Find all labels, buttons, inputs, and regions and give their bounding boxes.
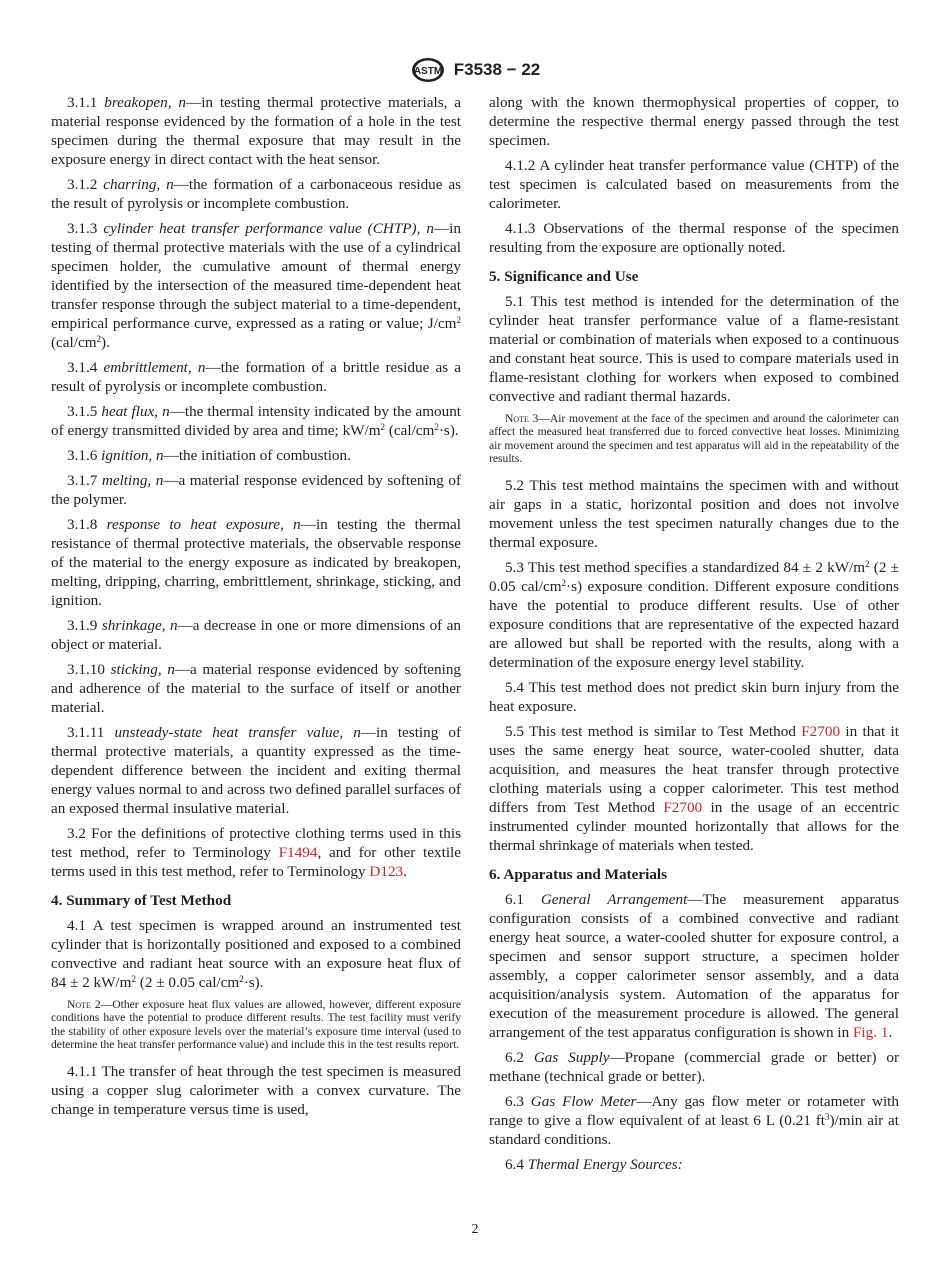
paragraph-3-2: 3.2 For the definitions of protective clothing terms used in this test method, refer to Terminology F1494, and for other textile terms used in this test method, refer to Terminology D123. xyxy=(51,825,462,880)
paragraph-5-1: 5.1 This test method is intended for the determination of the cylinder heat transfer performance value of a flame-resistant material or combination of materials when exposed to a continuous and constant heat source. This is used to compare materials used in flame-resistant clothing for workers when exposed to combined convective and radiant thermal hazards. xyxy=(489,293,899,405)
paragraph-3-1-2: 3.1.2 charring, n—the formation of a carbonaceous residue as the result of pyrolysis or incomplete combustion. xyxy=(51,176,462,212)
paragraph-3-1-4: 3.1.4 embrittlement, n—the formation of a brittle residue as a result of pyrolysis or incomplete combustion. xyxy=(51,359,462,395)
left-column xyxy=(51,93,461,1125)
page-number: 2 xyxy=(471,1222,479,1237)
paragraph-3-1-7: 3.1.7 melting, n—a material response evidenced by softening of the polymer. xyxy=(51,472,461,508)
paragraph-4-1: 4.1 A test specimen is wrapped around an instrumented test cylinder that is horizontally positioned and exposed to a combined convective and radiant heat source with an exposure heat flux of 84 ± 2 $kW/m^2$ (2 ± 0.05 cal/$cm^2\cdot s$). xyxy=(51,917,461,991)
paragraph-5-3: 5.3 This test method specifies a standardized 84 ± 2 $kW/m^2$ (2 ± 0.05 cal/$cm^2\cdot s$) exposure condition. Different exposure conditions have the potential to produce different results. Use of other exposure conditions that are representative of the expected hazard are allowed but shall be reported with the results, along with a determination of the exposure energy level stability. xyxy=(489,558,899,671)
section-4-heading: 4. Summary of Test Method xyxy=(51,892,232,909)
section-6-heading: 6. Apparatus and Materials xyxy=(489,865,668,883)
paragraph-4-1-3: 4.1.3 Observations of the thermal response of the specimen resulting from the exposure are optionally noted. xyxy=(489,220,899,256)
paragraph-3-1-9: 3.1.9 shrinkage, n—a decrease in one or more dimensions of an object or material. xyxy=(51,617,462,653)
paragraph-3-1-11: 3.1.11 unsteady-state heat transfer value, n—in testing of thermal protective materials, a quantity expressed as the time-dependent difference between the incident and exiting thermal energy values normal to and across two defined parallel surfaces of an exposed thermal insulative material. xyxy=(51,724,461,817)
link-d123[interactable]: D123 xyxy=(369,863,404,880)
link-f1494[interactable]: F1494 xyxy=(278,844,318,861)
paragraph-4-1-2: 4.1.2 A cylinder heat transfer performance value (CHTP) of the test specimen is calculated based on measurements from the calorimeter. xyxy=(489,157,899,212)
paragraph-6-4: 6.4 Thermal Energy Sources: xyxy=(505,1155,683,1173)
paragraph-6-3: 6.3 Gas Flow Meter—Any gas flow meter or rotameter with range to give a flow equivalent of at least 6 L (0.21 $ft^3)/\min$ air at standard conditions. xyxy=(489,1092,899,1148)
note-3: Note 3—Air movement at the face of the specimen and around the calorimeter can affect the measured heat transferred due to forced convective heat losses. Minimizing air movement around the specimen and test apparatus will aid in the repeatability of the results. xyxy=(489,412,899,466)
paragraph-3-1-10: 3.1.10 sticking, n—a material response evidenced by softening and adherence of the material to the surface of itself or another material. xyxy=(51,661,462,716)
paragraph-4-1-1: 4.1.1 The transfer of heat through the test specimen is measured using a copper slug calorimeter with a convex curvature. The change in temperature versus time is used, xyxy=(51,1062,461,1118)
right-column xyxy=(489,93,899,1180)
paragraph-6-1: 6.1 General Arrangement—The measurement apparatus configuration consists of a combined convective and radiant energy heat source, a water-cooled shutter for exposure control, a specimen and sensor support structure, a specimen holder assembly, a copper calorimeter sensor assembly, and a data acquisition/analysis system. Automation of the apparatus for execution of the measurement procedure is allowed. The general arrangement of the test apparatus configuration is shown in Fig. 1. xyxy=(489,890,900,1041)
paragraph-3-1-1: 3.1.1 breakopen, n—in testing thermal protective materials, a material response evidenced by the formation of a hole in the test specimen during the thermal exposure that may result in the exposure energy in direct contact with the heat sensor. xyxy=(51,94,462,168)
section-5-heading: 5. Significance and Use xyxy=(489,268,639,285)
paragraph-3-1-5: 3.1.5 heat flux, n—the thermal intensity indicated by the amount of energy transmitted divided by area and time; $kW/m^2$ $(cal/cm^2\cdot s)$. xyxy=(51,403,462,439)
note-2: Note 2—Other exposure heat flux values are allowed, however, different exposure conditions have the potential to produce different results. The test facility must verify the stability of other exposure levels over the material’s exposure time interval (used to determine the heat transfer performance value) and include this in the test results report. xyxy=(51,998,461,1052)
paragraph-6-2: 6.2 Gas Supply—Propane (commercial grade or better) or methane (technical grade or better). xyxy=(489,1048,900,1085)
link-f2700[interactable]: F2700 xyxy=(801,722,841,740)
paragraph-5-2: 5.2 This test method maintains the specimen with and without air gaps in a static, horizontal position and does not involve movement unless the test specimen naturally changes due to the thermal exposure. xyxy=(489,476,899,551)
link-f2700-second[interactable]: F2700 xyxy=(663,798,703,816)
paragraph-4-1-1-continued: along with the known thermophysical properties of copper, to determine the respective thermal energy passed through the test specimen. xyxy=(489,94,899,149)
paragraph-3-1-6: 3.1.6 ignition, n—the initiation of combustion. xyxy=(67,447,351,464)
page-header xyxy=(0,57,950,83)
paragraph-5-5: 5.5 This test method is similar to Test Method F2700 in that it uses the same energy heat source, water-cooled shutter, data acquisition, and measures the heat transfer through protective clothing materials using a copper calorimeter. This test method differs from Test Method F2700 in the usage of an eccentric instrumented cylinder mounted horizontally that allows for the thermal shrinkage of materials when tested. xyxy=(489,722,899,854)
paragraph-3-1-8: 3.1.8 response to heat exposure, n—in testing the thermal resistance of thermal protective materials, the observable response of the material to the energy exposure as indicated by breakopen, melting, dripping, charring, embrittlement, shrinkage, sticking, and ignition. xyxy=(51,516,461,609)
paragraph-3-1-3: 3.1.3 cylinder heat transfer performance value (CHTP), n—in testing of thermal protective materials with the use of a cylindrical specimen holder, the cumulative amount of thermal energy identified by the intersection of the measured time-dependent heat transfer response through the subject material to a time-dependent, empirical performance curve, expressed as a rating or value; $J/cm^2$ $(cal/cm^2)$. xyxy=(51,220,461,351)
paragraph-5-4: 5.4 This test method does not predict skin burn injury from the heat exposure. xyxy=(489,678,899,715)
svg-text:ASTM: ASTM xyxy=(413,66,442,77)
link-fig-1[interactable]: Fig. 1 xyxy=(852,1023,889,1041)
document-designation: F3538 − 22 xyxy=(453,60,541,79)
astm-logo-icon xyxy=(410,57,446,83)
